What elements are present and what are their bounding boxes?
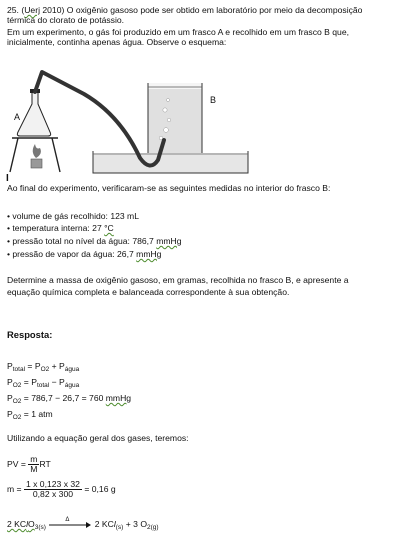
result-volume: • volume de gás recolhido: 123 mL [7,211,139,221]
flask-b [148,83,202,158]
text-cursor-mark: I [6,173,9,182]
apparatus-diagram [0,60,260,182]
equation-o2-pressure: $P_{O2} = P_{total} - P_{água}$ [7,377,80,389]
result-temperature: • temperatura interna: 27 °C [7,223,114,233]
question-line-1-text: O oxigênio gasoso pode ser obtido em laboratório por meio da decomposição [64,5,363,15]
equation-gas-law: PV = $\frac{m}{M}$ RT [7,454,51,475]
fraction-m-over-M: $\frac{m}{M}$ [30,454,38,475]
answer-heading: Resposta: [7,329,53,340]
fraction-mass: $\frac{1 x 0,123 x 32}{0,82 x 300}$ [25,479,80,500]
delivery-tube [35,72,164,166]
equation-mass: m = $\frac{1 x 0,123 x 32}{0,82 x 300}$ = 0,16 g [7,479,116,500]
reaction-equation: 2 KClO$_{3(s)}$ Δ 2 KCl$_{(s)}$ + 3 $O_{2(g)}$ [7,516,159,531]
question-number: 25. [7,5,19,15]
question-line-1 [7,5,362,15]
flask-a [17,89,50,136]
question-line-3: Em um experimento, o gás foi produzido em um frasco A e recolhido em um frasco B que, [7,27,350,37]
task-line-1: Determine a massa de oxigênio gasoso, em gramas, recolhida no frasco B, e apresente a [7,275,349,285]
question-line-4: inicialmente, continha apenas água. Observe o esquema: [7,37,227,47]
label-a: A [14,112,21,122]
burner [31,144,42,168]
source-open: ( [21,5,25,15]
question-line-2: térmica do clorato de potássio. [7,15,125,25]
source-close: 2010) [39,5,65,15]
equation-total-pressure: $P_{total} = P_{O2} + P_{água}$ [7,361,80,373]
source-name: Uerj [24,5,40,15]
equation-o2-atm: $P_{O2} = 1$ atm [7,409,53,421]
gas-law-intro: Utilizando a equação geral dos gases, teremos: [7,433,189,443]
task-line-2: equação química completa e balanceada correspondente à sua obtenção. [7,287,290,297]
result-vapor-pressure: • pressão de vapor da água: 26,7 mmHg [7,249,162,259]
water-basin [93,151,248,173]
results-intro: Ao final do experimento, verificaram-se as seguintes medidas no interior do frasco B: [7,183,331,193]
label-b: B [210,95,217,105]
equation-o2-value: $P_{O2} = 786,7 - 26,7 = 760$ mmHg [7,393,132,405]
result-total-pressure: • pressão total no nível da água: 786,7 mmHg [7,236,182,246]
reaction-arrow: Δ [48,520,92,530]
